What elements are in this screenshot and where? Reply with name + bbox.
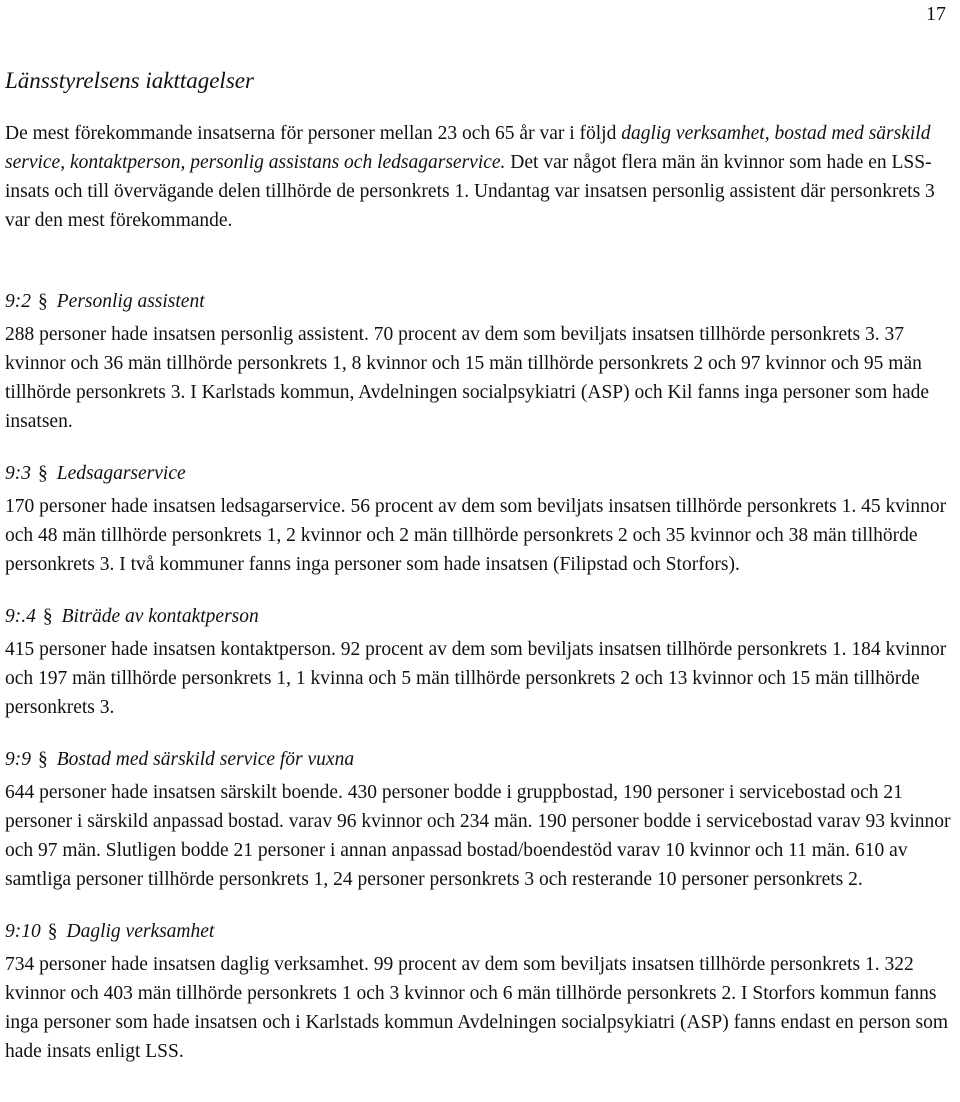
section-title: Ledsagarservice: [56, 463, 186, 484]
section-body: 170 personer hade insatsen ledsagarservice. 56 procent av dem som beviljats insatsen tillhörde personkrets 1. 45 kvinnor och 48 män tillhörde personkrets 1, 2 kvinnor och 2 män tillhörde personkrets 2 och 35 kvinnor och 38 män tillhörde personkrets 3. I två kommuner fanns inga personer som hade insatsen (Filipstad och Storfors).: [5, 496, 947, 575]
section-ledsagarservice: [5, 459, 953, 579]
section-kontaktperson: [5, 602, 953, 722]
intro-italic-list: daglig verksamhet, bostad med särskild service, kontaktperson, personlig assistans och ledsagarservice.: [5, 123, 931, 173]
paragraph-symbol: §: [38, 291, 48, 312]
paragraph-symbol: §: [47, 921, 58, 942]
page-number: 17: [926, 3, 946, 25]
section-title: Personlig assistent: [56, 291, 205, 312]
section-heading: [5, 459, 953, 488]
section-number: 9:.4: [5, 606, 36, 627]
section-bostad-vuxna: [5, 745, 953, 894]
section-daglig-verksamhet: [5, 917, 953, 1066]
paragraph-symbol: §: [38, 463, 48, 484]
section-title: Daglig verksamhet: [66, 921, 215, 942]
intro-paragraph: [5, 119, 953, 235]
section-body: 415 personer hade insatsen kontaktperson. 92 procent av dem som beviljats insatsen tillhörde personkrets 1. 184 kvinnor och 197 män tillhörde personkrets 1, 1 kvinna och 5 män tillhörde personkrets 2 och 13 kvinnor och 15 män tillhörde personkrets 3.: [5, 639, 947, 718]
section-personlig-assistent: [5, 287, 953, 436]
document-body: [5, 66, 953, 1089]
section-number: 9:2: [5, 291, 31, 312]
section-heading: [5, 602, 953, 631]
section-title: Biträde av kontaktperson: [61, 606, 259, 627]
paragraph-symbol: §: [38, 749, 48, 770]
intro-text-2: Det var något flera män än kvinnor som hade en LSS-insats och till övervägande delen tillhörde de personkrets 1. Undantag var insatsen personlig assistent där personkrets 3 var den mest förekommande.: [5, 152, 935, 231]
intro-text-1: De mest förekommande insatserna för personer mellan 23 och 65 år var i följd: [5, 123, 622, 144]
paragraph-symbol: §: [42, 606, 53, 627]
section-body: 734 personer hade insatsen daglig verksamhet. 99 procent av dem som beviljats insatsen tillhörde personkrets 1. 322 kvinnor och 403 män tillhörde personkrets 1 och 3 kvinnor och 6 män tillhörde personkrets 2. I Storfors kommun fanns inga personer som hade insatsen och i Karlstads kommun Avdelningen socialpsykiatri (ASP) fanns endast en person som hade insats enligt LSS.: [5, 954, 949, 1062]
section-heading: [5, 287, 953, 316]
section-body: 644 personer hade insatsen särskilt boende. 430 personer bodde i gruppbostad, 190 personer i servicebostad och 21 personer i särskild anpassad bostad. varav 96 kvinnor och 234 män. 190 personer bodde i servicebostad varav 93 kvinnor och 97 män. Slutligen bodde 21 personer i annan anpassad bostad/boendestöd varav 10 kvinnor och 11 män. 610 av samtliga personer tillhörde personkrets 1, 24 personer personkrets 3 och resterande 10 personer personkrets 2.: [5, 782, 951, 890]
section-title: Bostad med särskild service för vuxna: [56, 749, 355, 770]
section-number: 9:10: [5, 921, 41, 942]
page-heading: Länsstyrelsens iakttagelser: [5, 68, 254, 93]
section-number: 9:3: [5, 463, 31, 484]
section-body: 288 personer hade insatsen personlig assistent. 70 procent av dem som beviljats insatsen tillhörde personkrets 3. 37 kvinnor och 36 män tillhörde personkrets 1, 8 kvinnor och 15 män tillhörde personkrets 2 och 97 kvinnor och 95 män tillhörde personkrets 3. I Karlstads kommun, Avdelningen socialpsykiatri (ASP) och Kil fanns inga personer som hade insatsen.: [5, 324, 930, 432]
section-heading: [5, 917, 953, 946]
section-number: 9:9: [5, 749, 31, 770]
section-heading: [5, 745, 953, 774]
